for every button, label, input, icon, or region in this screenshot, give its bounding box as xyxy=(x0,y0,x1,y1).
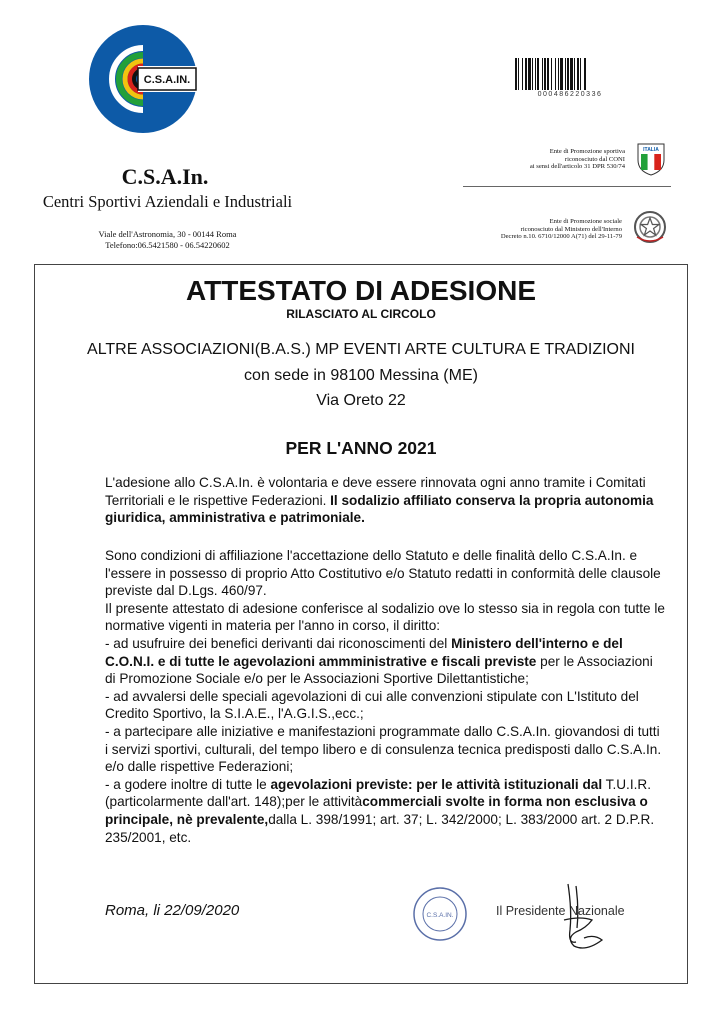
coni-shield-icon xyxy=(634,142,668,176)
barcode-icon xyxy=(514,58,626,94)
csain-logo xyxy=(88,24,198,134)
right-item xyxy=(105,635,665,688)
barcode-bar xyxy=(518,58,519,90)
bold-text-segment: commerciali svolte in forma non esclusiva o principale, nè prevalente, xyxy=(105,794,648,827)
ministry-line: Decreto n.10. 6710/12000 A(71) del 29-11-79 xyxy=(500,233,622,241)
italian-republic-emblem-icon xyxy=(632,209,668,245)
shield-text: ITALIA xyxy=(643,147,659,153)
right-item: - ad avvalersi delle speciali agevolazioni di cui alle convenzioni stipulate con L'Istituto del Credito Sportivo, la S.I.A.E., l'A.G.I.S.,ecc.; xyxy=(105,688,639,722)
association-street: Via Oreto 22 xyxy=(316,392,406,409)
right-item xyxy=(105,776,665,846)
certificate-subtitle: RILASCIATO AL CIRCOLO xyxy=(286,307,436,321)
barcode-bar xyxy=(547,58,549,90)
ministry-line: Ente di Promozione sociale xyxy=(549,218,622,225)
barcode-bar xyxy=(544,58,546,90)
text-segment: - a godere inoltre di tutte le xyxy=(105,776,271,792)
phone-line: Telefono:06.5421580 - 06.54220602 xyxy=(105,240,230,250)
org-abbreviation: C.S.A.In. xyxy=(121,164,209,189)
barcode-bar xyxy=(584,58,586,90)
coni-line: riconosciuto dal CONI xyxy=(564,155,625,163)
barcode-bar xyxy=(577,58,579,90)
bold-text-segment: Ministero dell'interno e del C.O.N.I. e di tutte le agevolazioni ammministrative e fiscali previste xyxy=(105,635,623,669)
right-item: - a partecipare alle iniziative e manifestazioni programmate dallo C.S.A.In. giovandosi di tutti i servizi sportivi, culturali, del tempo libero e di consulenza tecnica predisposti dallo C.S.A.In. e/o dalle rispettive Federazioni; xyxy=(105,723,662,775)
org-address xyxy=(60,229,275,251)
coni-line: ai sensi dell'articolo 31 DPR 530/74 xyxy=(529,163,625,171)
barcode-bar xyxy=(570,58,573,90)
header-divider xyxy=(463,186,671,187)
barcode-bar xyxy=(537,58,539,90)
text-segment: L'adesione allo C.S.A.In. è volontaria e deve essere rinnovata ogni anno tramite i Comitati Territoriali e le rispettive Federazioni. xyxy=(105,475,646,508)
certificate-year: PER L'ANNO 2021 xyxy=(285,438,437,458)
barcode-bar xyxy=(522,58,523,90)
conditions-paragraph xyxy=(105,547,665,846)
barcode-bar xyxy=(567,58,569,90)
president-label: Il Presidente Nazionale xyxy=(496,904,625,918)
logo-text: C.S.A.IN. xyxy=(143,74,191,86)
rights-intro-text: Il presente attestato di adesione conferisce al sodalizio ove lo stesso sia in regola con tutte le normative vigenti in materia per l'anno in corso, il diritto: xyxy=(105,600,665,634)
bold-text-segment: agevolazioni previste: per le attività istituzionali dal xyxy=(270,776,603,792)
address-line: Viale dell'Astronomia, 30 - 00144 Roma xyxy=(98,229,237,239)
barcode-bar xyxy=(560,58,563,90)
barcode-bar xyxy=(555,58,556,90)
barcode-bar xyxy=(580,58,581,90)
text-segment: - ad usufruire dei benefici derivanti dai riconoscimenti del xyxy=(105,635,452,651)
org-full-name: Centri Sportivi Aziendali e Industriali xyxy=(42,192,293,211)
barcode-bar xyxy=(542,58,543,90)
association-name: ALTRE ASSOCIAZIONI(B.A.S.) MP EVENTI ARTE CULTURA E TRADIZIONI xyxy=(87,341,635,358)
president-signature xyxy=(546,880,616,956)
barcode-bar xyxy=(532,58,533,90)
official-stamp xyxy=(412,886,468,942)
association-city: con sede in 98100 Messina (ME) xyxy=(244,367,478,384)
conditions-text: Sono condizioni di affiliazione l'accettazione dello Statuto e delle finalità dello C.S.A.In. e l'essere in possesso di proprio Atto Costitutivo e/o Statuto redatti in conformità delle clausole previste dal D.Lgs. 460/97. xyxy=(105,548,661,599)
bold-text-segment: Il sodalizio affiliato conserva la propria autonomia giuridica, amministrativa e patrimoniale. xyxy=(105,492,654,526)
certificate-title: ATTESTATO DI ADESIONE xyxy=(185,275,536,306)
ministry-recognition-text xyxy=(470,218,622,241)
text-segment: per le Associazioni di Promozione Sociale e/o per le Associazioni Sportive Dilettantistiche; xyxy=(105,653,653,687)
text-segment: dalla L. 398/1991; art. 37; L. 342/2000; L. 383/2000 art. 2 D.P.R. 235/2001, etc. xyxy=(105,811,655,845)
barcode-bar xyxy=(535,58,536,90)
coni-line: Ente di Promozione sportiva xyxy=(549,148,625,155)
ministry-line: riconosciuto dal Ministero dell'Interno xyxy=(520,225,622,233)
text-segment: T.U.I.R. (particolarmente dall'art. 148);per le attività xyxy=(105,776,651,810)
barcode-number: 000486220336 xyxy=(537,91,603,98)
barcode-bar xyxy=(528,58,531,90)
stamp-text: C.S.A.IN. xyxy=(426,912,454,919)
barcode-bar xyxy=(525,58,527,90)
barcode-bar xyxy=(574,58,575,90)
membership-paragraph xyxy=(105,474,665,527)
place-and-date: Roma, li 22/09/2020 xyxy=(105,902,240,919)
barcode-bar xyxy=(515,58,517,90)
coni-recognition-text xyxy=(500,148,625,171)
barcode-bar xyxy=(565,58,566,90)
barcode-bar xyxy=(551,58,552,90)
barcode-bar xyxy=(558,58,559,90)
